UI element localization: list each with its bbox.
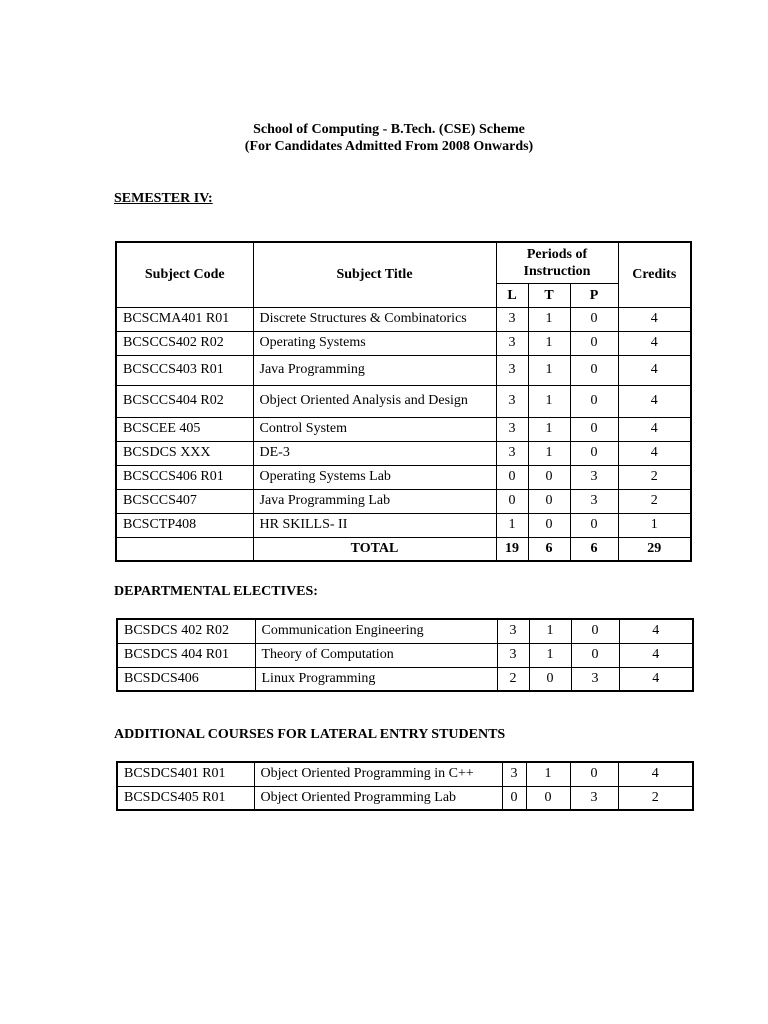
credits-cell: 1 (618, 513, 691, 537)
credits-cell: 4 (618, 762, 693, 786)
tutorial-hours-cell: 0 (528, 513, 570, 537)
subject-title-cell: Theory of Computation (255, 643, 497, 667)
subject-title-cell: DE-3 (253, 441, 496, 465)
subject-code-cell: BCSCMA401 R01 (116, 307, 253, 331)
tutorial-hours-cell: 1 (528, 331, 570, 355)
semester-heading: SEMESTER IV: (114, 191, 213, 206)
credits-cell: 4 (619, 667, 693, 691)
lecture-hours-cell: 3 (496, 307, 528, 331)
header-periods: Periods of Instruction (496, 242, 618, 283)
credits-cell: 4 (618, 331, 691, 355)
table-row (116, 307, 691, 331)
subject-code-cell: BCSDCS 402 R02 (117, 619, 255, 643)
table-row (117, 619, 693, 643)
tutorial-hours-cell: 1 (528, 385, 570, 417)
lecture-hours-cell: 0 (496, 489, 528, 513)
tutorial-hours-cell: 0 (529, 667, 571, 691)
practical-hours-cell: 0 (570, 385, 618, 417)
table-row (116, 355, 691, 385)
tutorial-hours-cell: 1 (529, 619, 571, 643)
total-t: 6 (528, 537, 570, 561)
practical-hours-cell: 3 (570, 786, 618, 810)
credits-cell: 4 (619, 619, 693, 643)
practical-hours-cell: 3 (570, 489, 618, 513)
tutorial-hours-cell: 1 (526, 762, 570, 786)
subject-code-cell: BCSDCS 404 R01 (117, 643, 255, 667)
header-l: L (496, 283, 528, 307)
credits-cell: 2 (618, 465, 691, 489)
total-p: 6 (570, 537, 618, 561)
practical-hours-cell: 3 (570, 465, 618, 489)
practical-hours-cell: 0 (570, 355, 618, 385)
header-t: T (528, 283, 570, 307)
tutorial-hours-cell: 1 (528, 417, 570, 441)
subject-title-cell: Object Oriented Programming in C++ (254, 762, 502, 786)
total-label: TOTAL (253, 537, 496, 561)
lecture-hours-cell: 3 (496, 441, 528, 465)
subject-title-cell: Object Oriented Analysis and Design (253, 385, 496, 417)
subject-title-cell: Operating Systems Lab (253, 465, 496, 489)
subject-code-cell: BCSDCS401 R01 (117, 762, 254, 786)
lecture-hours-cell: 0 (496, 465, 528, 489)
document-subtitle: (For Candidates Admitted From 2008 Onwards) (244, 139, 534, 154)
table-row (117, 762, 693, 786)
tutorial-hours-cell: 1 (528, 355, 570, 385)
practical-hours-cell: 0 (570, 417, 618, 441)
lecture-hours-cell: 2 (497, 667, 529, 691)
lecture-hours-cell: 3 (502, 762, 526, 786)
lecture-hours-cell: 1 (496, 513, 528, 537)
subject-title-cell: Java Programming (253, 355, 496, 385)
header-subject-code: Subject Code (116, 242, 253, 307)
credits-cell: 2 (618, 786, 693, 810)
table-row (116, 513, 691, 537)
tutorial-hours-cell: 1 (528, 441, 570, 465)
credits-cell: 4 (618, 441, 691, 465)
subject-code-cell: BCSCCS404 R02 (116, 385, 253, 417)
lecture-hours-cell: 3 (497, 619, 529, 643)
lecture-hours-cell: 3 (496, 331, 528, 355)
practical-hours-cell: 0 (570, 762, 618, 786)
subject-title-cell: Discrete Structures & Combinatorics (253, 307, 496, 331)
total-row (116, 537, 691, 561)
subject-code-cell: BCSCCS402 R02 (116, 331, 253, 355)
credits-cell: 4 (618, 385, 691, 417)
electives-table-body (117, 619, 693, 691)
electives-table (116, 618, 694, 692)
table-row (117, 643, 693, 667)
subject-title-cell: HR SKILLS- II (253, 513, 496, 537)
subject-code-cell: BCSCEE 405 (116, 417, 253, 441)
tutorial-hours-cell: 0 (528, 465, 570, 489)
header-subject-title: Subject Title (253, 242, 496, 307)
table-row (116, 465, 691, 489)
header-p: P (570, 283, 618, 307)
lateral-heading: ADDITIONAL COURSES FOR LATERAL ENTRY STUDENTS (114, 727, 506, 742)
subject-title-cell: Object Oriented Programming Lab (254, 786, 502, 810)
lecture-hours-cell: 0 (502, 786, 526, 810)
table-row (116, 441, 691, 465)
subject-code-cell: BCSCCS407 (116, 489, 253, 513)
document-title: School of Computing - B.Tech. (CSE) Scheme (253, 122, 525, 137)
lateral-table-body (117, 762, 693, 810)
tutorial-hours-cell: 1 (528, 307, 570, 331)
lecture-hours-cell: 3 (496, 385, 528, 417)
practical-hours-cell: 0 (571, 619, 619, 643)
credits-cell: 4 (618, 355, 691, 385)
subject-title-cell: Java Programming Lab (253, 489, 496, 513)
subject-title-cell: Operating Systems (253, 331, 496, 355)
credits-cell: 4 (618, 417, 691, 441)
practical-hours-cell: 0 (571, 643, 619, 667)
table-row (116, 489, 691, 513)
semester-table (115, 241, 692, 562)
semester-table-body (116, 307, 691, 537)
credits-cell: 4 (618, 307, 691, 331)
table-row (116, 385, 691, 417)
lecture-hours-cell: 3 (496, 417, 528, 441)
subject-code-cell: BCSDCS405 R01 (117, 786, 254, 810)
total-credits: 29 (618, 537, 691, 561)
subject-code-cell: BCSCCS403 R01 (116, 355, 253, 385)
tutorial-hours-cell: 1 (529, 643, 571, 667)
practical-hours-cell: 0 (570, 307, 618, 331)
practical-hours-cell: 3 (571, 667, 619, 691)
table-row (116, 417, 691, 441)
subject-code-cell: BCSCCS406 R01 (116, 465, 253, 489)
table-row (117, 786, 693, 810)
subject-title-cell: Communication Engineering (255, 619, 497, 643)
credits-cell: 4 (619, 643, 693, 667)
subject-title-cell: Control System (253, 417, 496, 441)
lecture-hours-cell: 3 (497, 643, 529, 667)
tutorial-hours-cell: 0 (526, 786, 570, 810)
practical-hours-cell: 0 (570, 331, 618, 355)
credits-cell: 2 (618, 489, 691, 513)
subject-code-cell: BCSDCS XXX (116, 441, 253, 465)
table-row (117, 667, 693, 691)
lateral-table (116, 761, 694, 811)
tutorial-hours-cell: 0 (528, 489, 570, 513)
total-code-cell (116, 537, 253, 561)
header-credits: Credits (618, 242, 691, 307)
practical-hours-cell: 0 (570, 441, 618, 465)
subject-code-cell: BCSDCS406 (117, 667, 255, 691)
subject-code-cell: BCSCTP408 (116, 513, 253, 537)
subject-title-cell: Linux Programming (255, 667, 497, 691)
table-row (116, 331, 691, 355)
lecture-hours-cell: 3 (496, 355, 528, 385)
practical-hours-cell: 0 (570, 513, 618, 537)
electives-heading: DEPARTMENTAL ELECTIVES: (114, 584, 318, 599)
total-l: 19 (496, 537, 528, 561)
